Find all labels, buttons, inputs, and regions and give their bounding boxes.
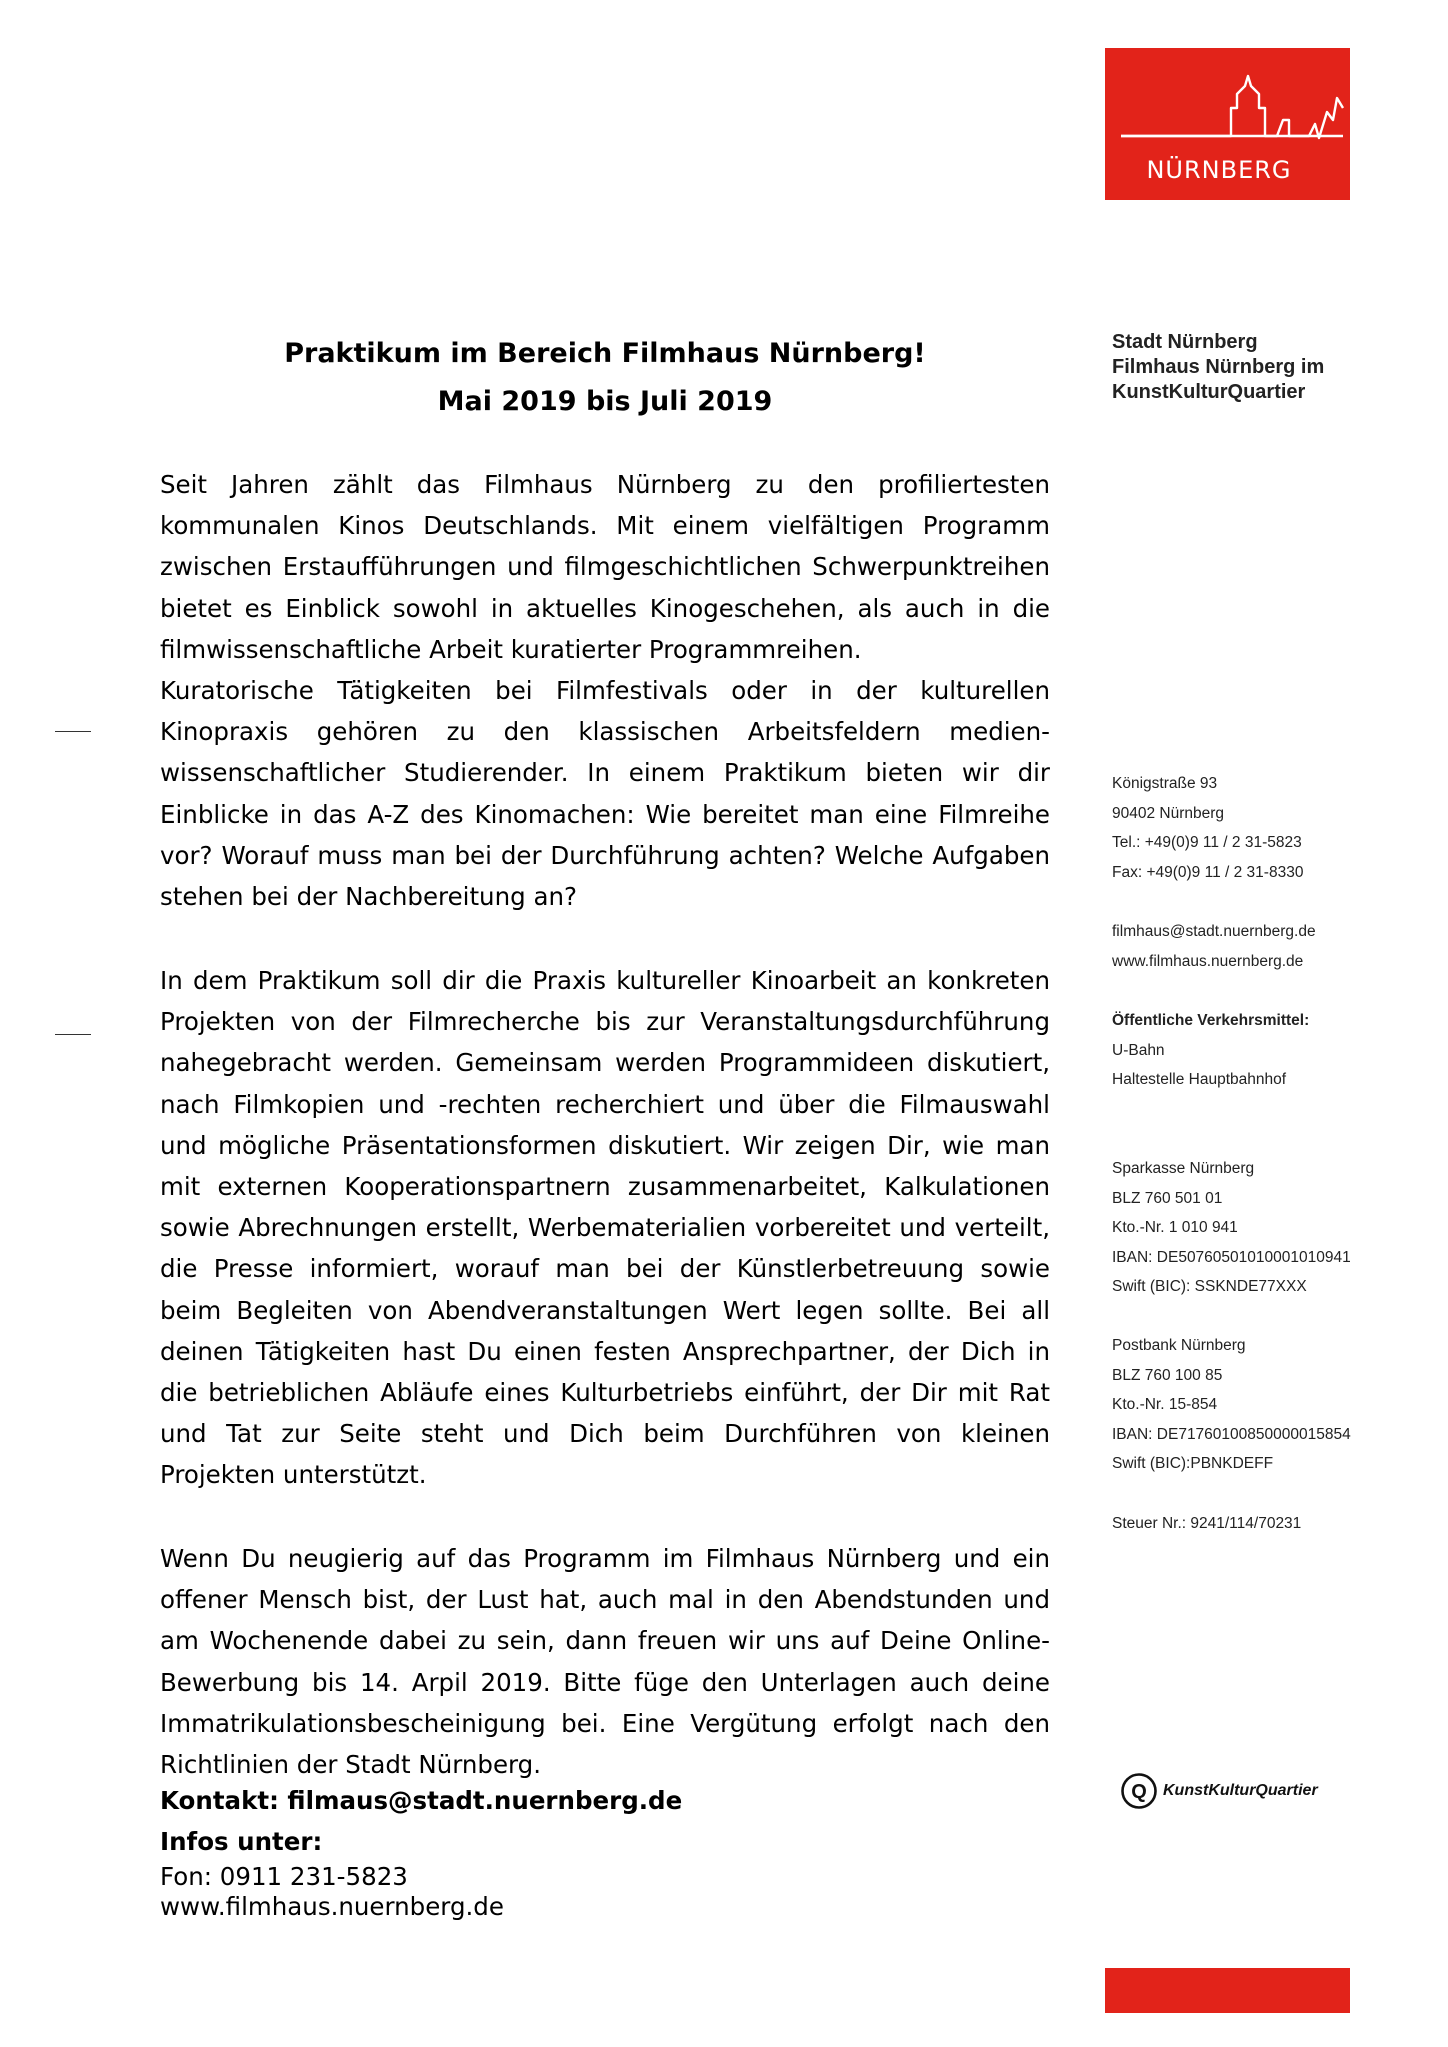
svg-text:Q: Q (1131, 1781, 1147, 1803)
kkq-logo (1120, 1772, 1318, 1810)
sidebar-bank-postbank (1112, 1331, 1351, 1479)
address-tel: Tel.: +49(0)9 11 / 2 31-5823 (1112, 834, 1302, 851)
address-street: Königstraße 93 (1112, 775, 1218, 792)
kkq-q-icon (1120, 1772, 1158, 1810)
fold-mark (55, 1034, 91, 1035)
title-line-2: Mai 2019 bis Juli 2019 (437, 386, 773, 417)
body-block-details (160, 960, 1050, 1496)
sidebar-address (1112, 769, 1303, 887)
page-title (160, 330, 1050, 426)
bank-blz: BLZ 760 501 01 (1112, 1189, 1223, 1207)
footer-red-bar (1105, 1968, 1350, 2013)
paragraph-intro: Seit Jahren zählt das Filmhaus Nürnberg zu den profiliertesten kommunalen Kinos Deutschlands. Mit einem vielfältigen Programm zwischen Erstaufführungen und filmgeschichtlichen Schwerpunktreihen bietet es Einblick sowohl in aktuelles Kinogeschehen, als auch in die filmwissenschaftliche Arbeit kuratierter Programmreihen. (160, 470, 1050, 664)
bank-swift: Swift (BIC): SSKNDE77XXX (1112, 1278, 1307, 1295)
contact-infos-label: Infos unter: (160, 1827, 323, 1856)
bank-name: Sparkasse Nürnberg (1112, 1160, 1255, 1177)
bank-blz: BLZ 760 100 85 (1112, 1366, 1223, 1384)
contact-phone: Fon: 0911 231-5823 (160, 1862, 408, 1891)
sidebar-header-line: Filmhaus Nürnberg im (1112, 356, 1325, 378)
address-city: 90402 Nürnberg (1112, 804, 1225, 822)
transit-label: Öffentliche Verkehrsmittel: (1112, 1012, 1310, 1029)
bank-iban: IBAN: DE71760100850000015854 (1112, 1425, 1351, 1443)
fold-mark (55, 731, 91, 732)
bank-iban: IBAN: DE50760501010001010941 (1112, 1248, 1351, 1266)
transit-line: U-Bahn (1112, 1041, 1165, 1059)
paragraph-application: Wenn Du neugierig auf das Programm im Filmhaus Nürnberg und ein offener Mensch bist, der Lust hat, auch mal in den Abendstunden und am Wochenende dabei zu sein, dann freuen wir uns auf Deine Online-Bewerbung bis 14. Arpil 2019. Bitte füge den Unterlagen auch deine Immatrikulationsbescheinigung bei. Eine Vergütung erfolgt nach den Richtlinien der Stadt Nürnberg. (160, 1544, 1050, 1780)
transit-line: Haltestelle Hauptbahnhof (1112, 1071, 1287, 1088)
kkq-logo-text: KunstKulturQuartier (1163, 1782, 1318, 1799)
sidebar-website: www.filmhaus.nuernberg.de (1112, 952, 1304, 970)
title-line-1: Praktikum im Bereich Filmhaus Nürnberg! (284, 338, 926, 369)
address-fax: Fax: +49(0)9 11 / 2 31-8330 (1112, 863, 1304, 881)
contact-website: www.filmhaus.nuernberg.de (160, 1892, 504, 1921)
nuernberg-logo (1105, 48, 1350, 200)
sidebar-header (1112, 330, 1324, 405)
body-block-application (160, 1538, 1050, 1785)
sidebar-transit (1112, 1006, 1309, 1095)
sidebar-tax (1112, 1509, 1301, 1539)
bank-name: Postbank Nürnberg (1112, 1337, 1246, 1354)
sidebar-bank-sparkasse (1112, 1154, 1351, 1302)
bank-swift: Swift (BIC):PBNKDEFF (1112, 1455, 1274, 1472)
tax-number: Steuer Nr.: 9241/114/70231 (1112, 1515, 1302, 1532)
paragraph-curation: Kuratorische Tätigkeiten bei Filmfestivals oder in der kulturellen Kinopraxis gehören zu den klassischen Arbeitsfeldern medien-wissenschaftlicher Studierender. In einem Praktikum bieten wir dir Einblicke in das A-Z des Kinomachen: Wie bereitet man eine Filmreihe vor? Worauf muss man bei der Durchführung achten? Welche Aufgaben stehen bei der Nachbereitung an? (160, 676, 1050, 912)
sidebar-header-line: KunstKulturQuartier (1112, 381, 1306, 403)
sidebar-online (1112, 917, 1316, 976)
contact-block (160, 1780, 682, 1922)
logo-text: NÜRNBERG (1146, 156, 1292, 184)
paragraph-details: In dem Praktikum soll dir die Praxis kultureller Kinoarbeit an konkreten Projekten von der Filmrecherche bis zur Veranstaltungsdurchführung nahegebracht werden. Gemeinsam werden Programmideen diskutiert, nach Filmkopien und -rechten recherchiert und über die Filmauswahl und mögliche Präsentationsformen diskutiert. Wir zeigen Dir, wie man mit externen Kooperationspartnern zusammenarbeitet, Kalkulationen sowie Abrechnungen erstellt, Werbematerialien vorbereitet und verteilt, die Presse informiert, worauf man bei der Künstlerbetreuung sowie beim Begleiten von Abendveranstaltungen Wert legen sollte. Bei all deinen Tätigkeiten hast Du einen festen Ansprechpartner, der Dich in die betrieblichen Abläufe eines Kulturbetriebs einführt, der Dir mit Rat und Tat zur Seite steht und Dich beim Durchführen von kleinen Projekten unterstützt. (160, 966, 1050, 1490)
bank-kto: Kto.-Nr. 1 010 941 (1112, 1219, 1238, 1236)
contact-email: Kontakt: filmaus@stadt.nuernberg.de (160, 1786, 683, 1815)
sidebar-email: filmhaus@stadt.nuernberg.de (1112, 923, 1316, 940)
body-block-intro (160, 464, 1050, 917)
bank-kto: Kto.-Nr. 15-854 (1112, 1396, 1218, 1413)
sidebar-header-line: Stadt Nürnberg (1112, 331, 1258, 353)
